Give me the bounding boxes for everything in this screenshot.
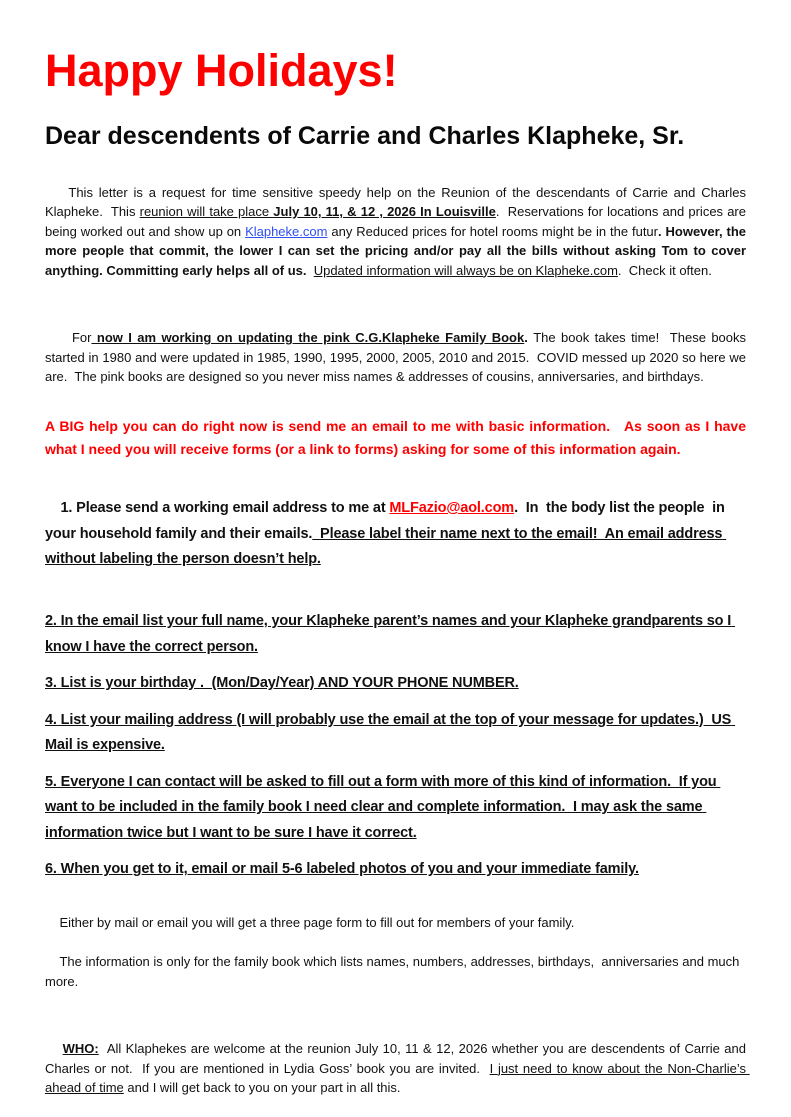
book-text: For (66, 330, 92, 346)
form-info-line1: Either by mail or email you will get a three page form to fill out for members of your family. (59, 915, 575, 931)
who-label: WHO: (62, 1041, 99, 1057)
intro-text: any Reduced prices for hotel rooms might be in the futur (327, 223, 658, 239)
who-paragraph (45, 1020, 750, 1117)
updated-info-text: Updated information will always be on Klapheke.com (313, 262, 618, 278)
klapheke-com-link[interactable]: Klapheke.com (245, 223, 328, 239)
family-book-update-text: now I am working on updating the pink C.G.Klapheke Family Book (91, 330, 525, 346)
salutation: Dear descendents of Carrie and Charles Klapheke, Sr. (45, 122, 685, 151)
big-help-notice: A BIG help you can do right now is send me an email to me with basic information. As soon as I have what I need you will receive forms (or a link to forms) asking for some of this information again. (45, 418, 750, 457)
item1-text: . In the body list the people in your household family and their emails. (45, 500, 729, 542)
numbered-item-6: 6. When you get to it, email or mail 5-6 labeled photos of you and your immediate family. (45, 861, 639, 878)
intro-text: . Check it often. (617, 262, 712, 278)
page-title: Happy Holidays! (45, 45, 398, 96)
intro-text: This letter is a request for time sensitive speedy help on the Reunion of the descendants of Carrie and Charles Klapheke. This (45, 184, 750, 220)
family-book-paragraph (45, 309, 750, 407)
who-text: and I will get back to you on your part in all this. (123, 1080, 401, 1096)
form-info-line2: The information is only for the family book which lists names, numbers, addresses, birthdays, anniversaries and much more. (45, 954, 743, 989)
intro-paragraph (45, 163, 750, 300)
reunion-date-text: July 10, 11, & 12 , 2026 In Louisville (273, 204, 496, 220)
numbered-item-1 (45, 470, 746, 598)
numbered-item-3: 3. List is your birthday . (Mon/Day/Year) AND YOUR PHONE NUMBER. (45, 675, 519, 692)
non-charlie-notice-text: I just need to know about the Non-Charlie’s ahead of time (45, 1060, 750, 1096)
commit-early-text: . However, the more people that commit, the lower I can set the pricing and/or pay all the bills without asking Tom to cover anything. Committing early helps all of us. (45, 223, 750, 278)
form-info-paragraph (45, 894, 746, 1011)
numbered-item-2: 2. In the email list your full name, your Klapheke parent’s names and your Klapheke grandparents so I know I have the correct person. (45, 613, 736, 655)
numbered-item-5: 5. Everyone I can contact will be asked to fill out a form with more of this kind of information. If you want to be included in the family book I need clear and complete information. I may ask the same information twice but I want to be sure I have it correct. (45, 773, 721, 841)
intro-text: . Reservations for locations and prices are being worked out and show up on (45, 204, 750, 239)
numbered-item-4: 4. List your mailing address (I will probably use the email at the top of your message for updates.) US Mail is expensive. (45, 711, 736, 754)
item1-label-instruction-text: Please label their name next to the email! An email address without labeling the person doesn’t help. (45, 525, 727, 568)
email-link-mlfazio[interactable]: MLFazio@aol.com (389, 500, 515, 516)
reunion-place-text: reunion will take place (139, 204, 274, 220)
who-text: All Klaphekes are welcome at the reunion July 10, 11 & 12, 2026 whether you are descendents of Carrie and Charles or not. If you are mentioned in Lydia Goss’ book you are invited. (45, 1041, 750, 1076)
book-text: . (524, 330, 534, 346)
item1-text: 1. Please send a working email address to me at (60, 500, 390, 516)
book-history-text: The book takes time! These books started in 1980 and were updated in 1985, 1990, 1995, 2000, 2005, 2010 and 2015. COVID messed up 2020 so here we are. The pink books are designed so you never miss names & addresses of cousins, anniversaries, and birthdays. (45, 330, 750, 385)
